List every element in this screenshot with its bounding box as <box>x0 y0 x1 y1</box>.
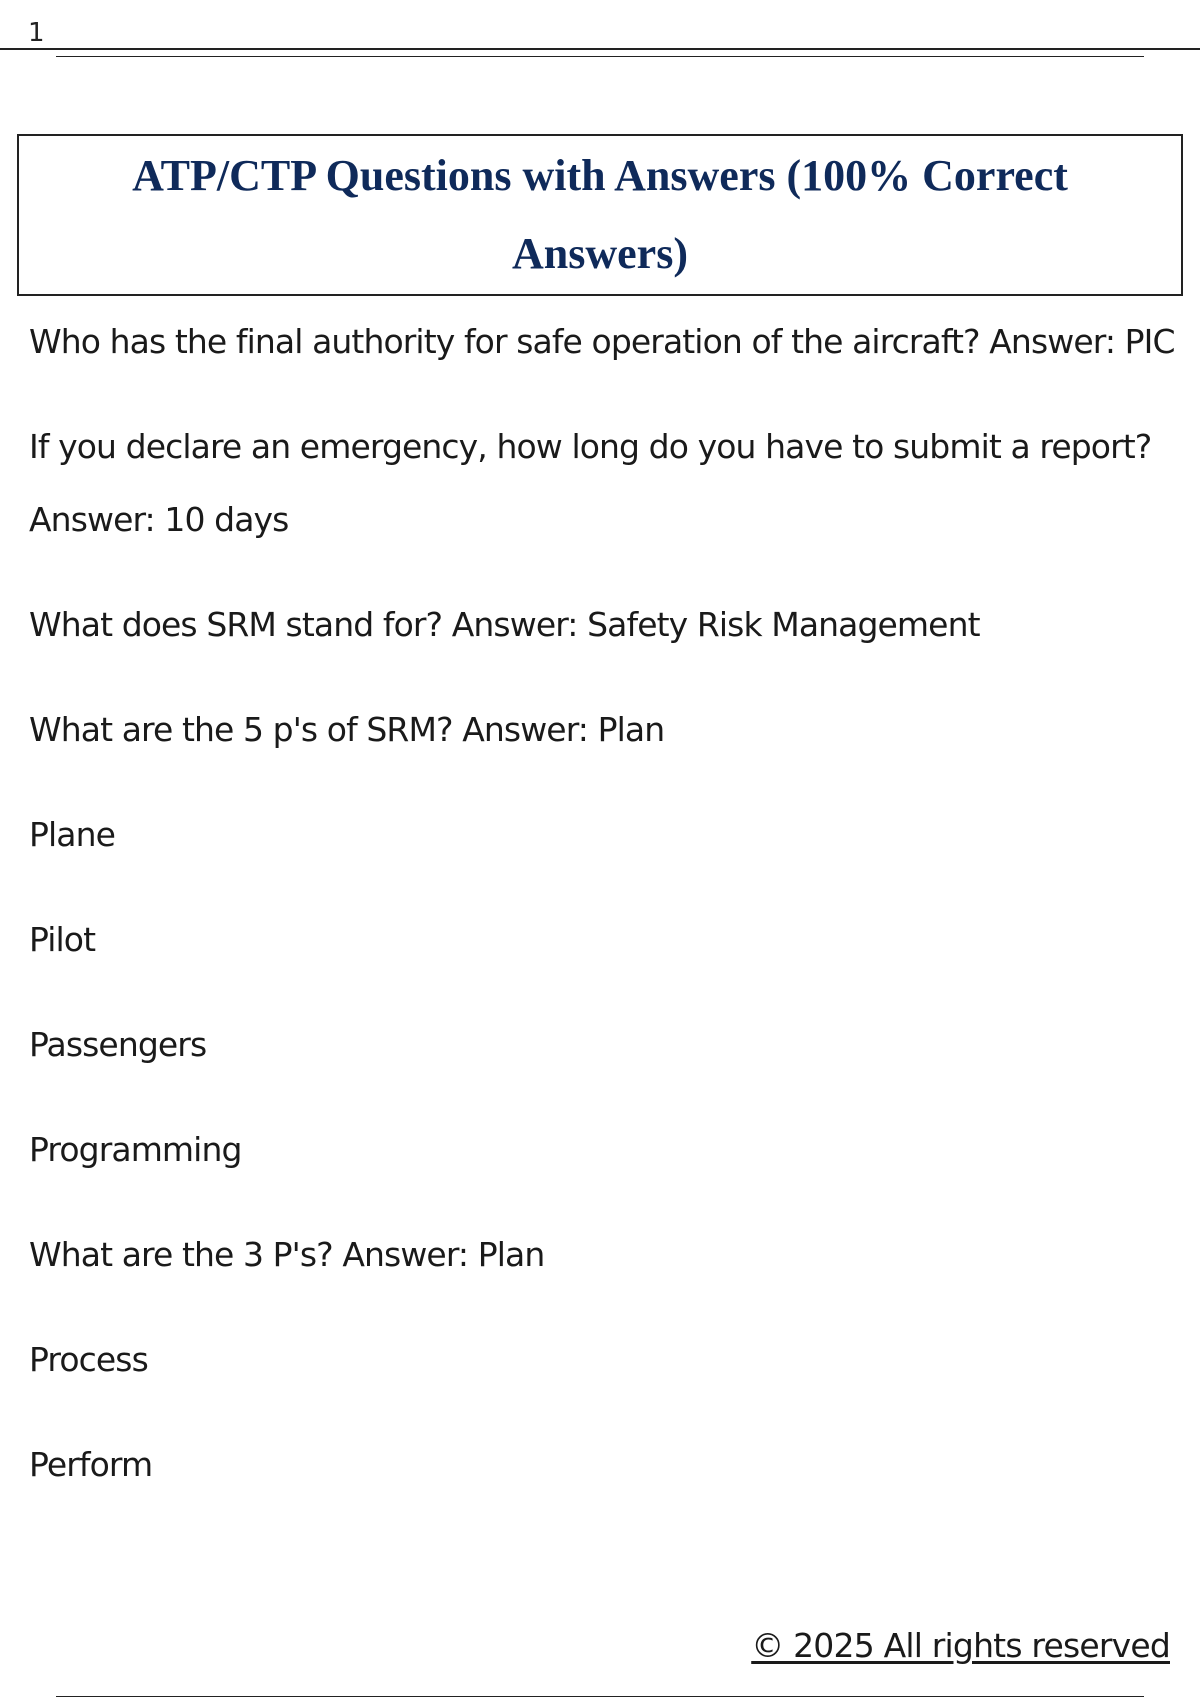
header-rule <box>0 48 1200 50</box>
list-item: Passengers <box>29 1025 207 1064</box>
list-item: Programming <box>29 1130 242 1169</box>
header-rule-inner <box>56 56 1144 57</box>
question-paragraph: Who has the final authority for safe operation of the aircraft? Answer: PIC <box>29 322 1175 361</box>
question-paragraph: What are the 3 P's? Answer: Plan <box>29 1235 545 1274</box>
document-title: ATP/CTP Questions with Answers (100% Correct Answers) <box>132 151 1068 278</box>
copyright-notice: © 2025 All rights reserved <box>751 1626 1170 1665</box>
list-item: Plane <box>29 815 116 854</box>
title-box <box>17 134 1183 296</box>
list-item: Process <box>29 1340 148 1379</box>
page-number: 1 <box>28 18 45 48</box>
list-item: Perform <box>29 1445 153 1484</box>
question-paragraph: What does SRM stand for? Answer: Safety Risk Management <box>29 605 980 644</box>
question-paragraph: What are the 5 p's of SRM? Answer: Plan <box>29 710 665 749</box>
list-item: Pilot <box>29 920 96 959</box>
document-body <box>29 305 1179 1533</box>
footer-rule <box>56 1696 1144 1697</box>
question-paragraph: If you declare an emergency, how long do you have to submit a report? Answer: 10 days <box>29 427 1152 539</box>
